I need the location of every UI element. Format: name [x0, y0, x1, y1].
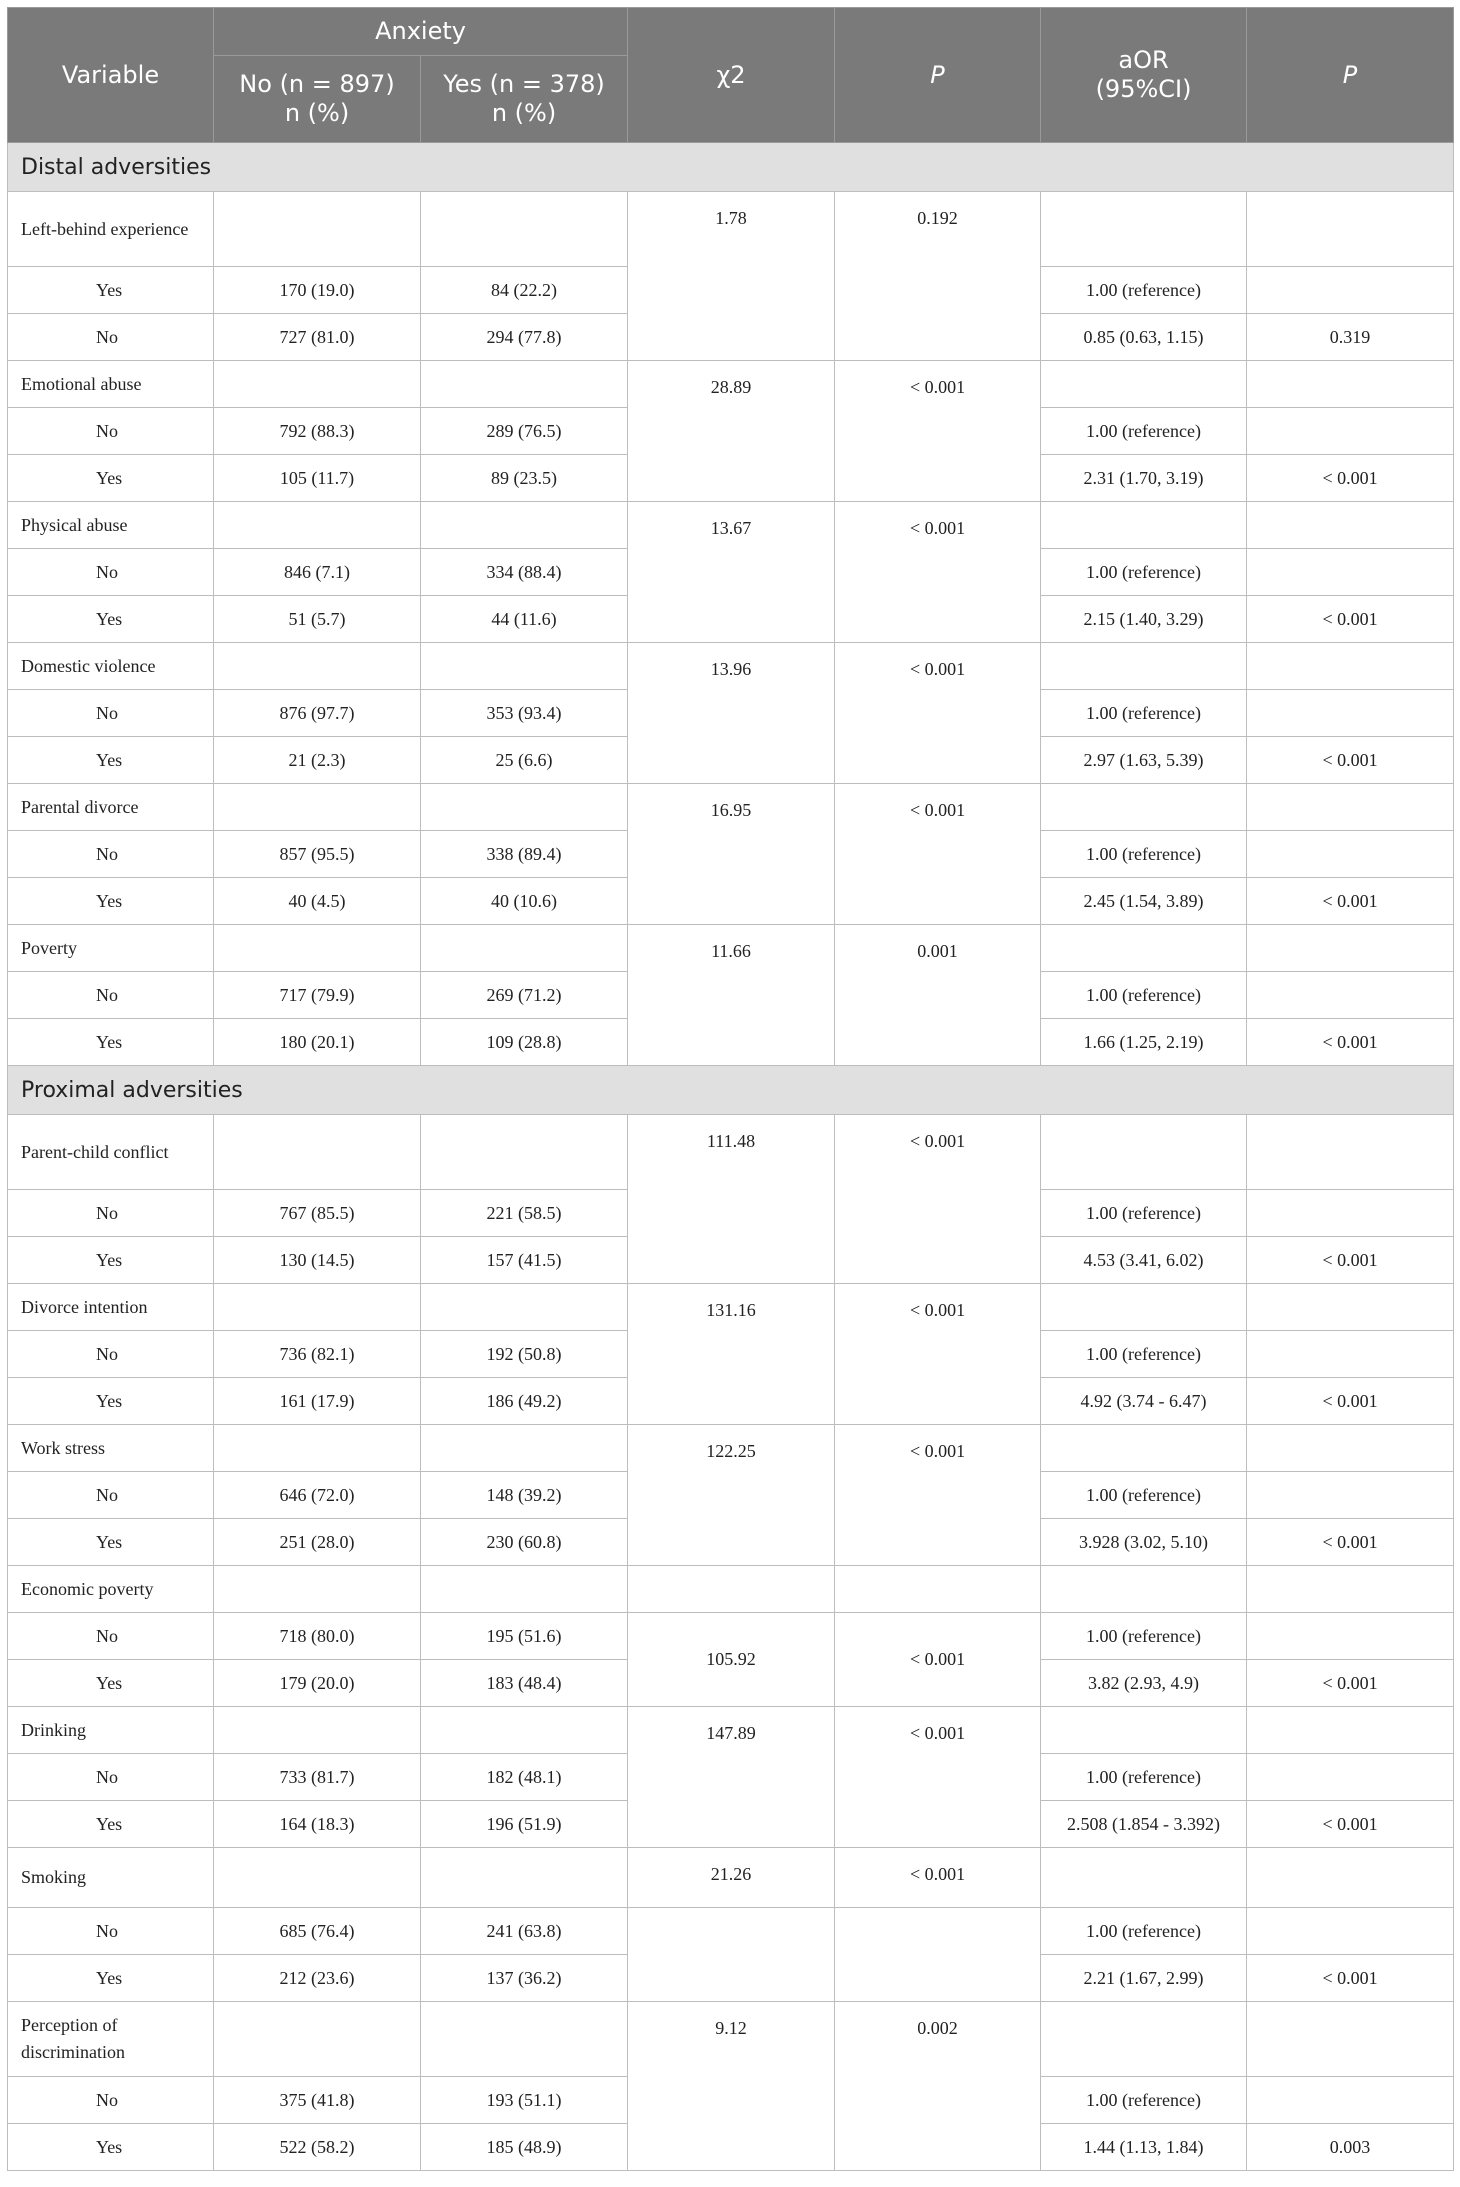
adjusted-p-value: < 0.001: [1247, 1019, 1454, 1066]
empty-cell: [421, 1848, 628, 1908]
adjusted-p-value: [1247, 2077, 1454, 2124]
adjusted-p-value: [1247, 1908, 1454, 1955]
no-group-count: 212 (23.6): [214, 1955, 421, 2002]
yes-group-count: 185 (48.9): [421, 2124, 628, 2171]
yes-group-count: 221 (58.5): [421, 1190, 628, 1237]
variable-name: Economic poverty: [8, 1566, 214, 1613]
empty-cell: [421, 1425, 628, 1472]
empty-cell: [421, 784, 628, 831]
variable-row: [8, 361, 1454, 408]
no-group-count: 718 (80.0): [214, 1613, 421, 1660]
p-value: < 0.001: [835, 361, 1041, 502]
aor-value: 1.00 (reference): [1041, 1331, 1247, 1378]
no-group-count: 792 (88.3): [214, 408, 421, 455]
variable-row: [8, 1284, 1454, 1331]
aor-value: 1.00 (reference): [1041, 1908, 1247, 1955]
yes-group-count: 241 (63.8): [421, 1908, 628, 1955]
empty-cell: [1041, 502, 1247, 549]
p-value: 0.192: [835, 192, 1041, 361]
empty-cell: [214, 1115, 421, 1190]
table-row: [8, 1613, 1454, 1660]
empty-cell: [1041, 1566, 1247, 1613]
aor-value: 1.00 (reference): [1041, 831, 1247, 878]
no-group-count: 179 (20.0): [214, 1660, 421, 1707]
aor-value: 1.44 (1.13, 1.84): [1041, 2124, 1247, 2171]
empty-cell: [835, 1566, 1041, 1613]
empty-cell: [628, 1566, 835, 1613]
variable-row: [8, 2002, 1454, 2077]
empty-cell: [1247, 1707, 1454, 1754]
aor-value: 1.00 (reference): [1041, 267, 1247, 314]
p-value: 0.001: [835, 925, 1041, 1066]
empty-cell: [214, 784, 421, 831]
no-group-count: 105 (11.7): [214, 455, 421, 502]
empty-cell: [214, 643, 421, 690]
aor-value: 2.31 (1.70, 3.19): [1041, 455, 1247, 502]
aor-value: 2.15 (1.40, 3.29): [1041, 596, 1247, 643]
no-group-count: 51 (5.7): [214, 596, 421, 643]
yes-group-count: 84 (22.2): [421, 267, 628, 314]
header-p-adjusted: P: [1247, 8, 1454, 143]
no-group-count: 733 (81.7): [214, 1754, 421, 1801]
level-label: No: [8, 1908, 214, 1955]
empty-cell: [421, 1707, 628, 1754]
adjusted-p-value: < 0.001: [1247, 737, 1454, 784]
level-label: Yes: [8, 455, 214, 502]
chi2-value: 105.92: [628, 1613, 835, 1707]
empty-cell: [214, 502, 421, 549]
variable-name: Parent-child conflict: [8, 1115, 214, 1190]
variable-name: Perception of discrimination: [8, 2002, 214, 2077]
yes-group-count: 157 (41.5): [421, 1237, 628, 1284]
aor-value: 1.00 (reference): [1041, 1754, 1247, 1801]
empty-cell: [214, 1425, 421, 1472]
empty-cell: [214, 2002, 421, 2077]
chi2-value: 131.16: [628, 1284, 835, 1425]
empty-cell: [1247, 2002, 1454, 2077]
level-label: Yes: [8, 737, 214, 784]
level-label: No: [8, 1613, 214, 1660]
no-group-count: 857 (95.5): [214, 831, 421, 878]
empty-cell: [1041, 361, 1247, 408]
chi2-value: 21.26: [628, 1848, 835, 1908]
chi2-value: 147.89: [628, 1707, 835, 1848]
header-no-group: No (n = 897) n (%): [214, 56, 421, 143]
aor-value: 2.508 (1.854 - 3.392): [1041, 1801, 1247, 1848]
empty-cell: [1247, 1284, 1454, 1331]
level-label: No: [8, 2077, 214, 2124]
empty-cell: [421, 2002, 628, 2077]
level-label: No: [8, 408, 214, 455]
aor-value: 1.00 (reference): [1041, 408, 1247, 455]
p-value: < 0.001: [835, 1848, 1041, 1908]
yes-group-count: 109 (28.8): [421, 1019, 628, 1066]
empty-cell: [421, 502, 628, 549]
variable-row: [8, 1566, 1454, 1613]
variable-name: Emotional abuse: [8, 361, 214, 408]
chi2-value: 28.89: [628, 361, 835, 502]
yes-group-count: 148 (39.2): [421, 1472, 628, 1519]
header-chi2: χ2: [628, 8, 835, 143]
no-group-count: 251 (28.0): [214, 1519, 421, 1566]
chi2-value: 16.95: [628, 784, 835, 925]
p-value: < 0.001: [835, 502, 1041, 643]
level-label: No: [8, 1754, 214, 1801]
aor-value: 2.45 (1.54, 3.89): [1041, 878, 1247, 925]
variable-name: Drinking: [8, 1707, 214, 1754]
aor-value: 0.85 (0.63, 1.15): [1041, 314, 1247, 361]
chi2-value: 9.12: [628, 2002, 835, 2171]
variable-name: Physical abuse: [8, 502, 214, 549]
section-row: [8, 1066, 1454, 1115]
aor-value: 1.66 (1.25, 2.19): [1041, 1019, 1247, 1066]
level-label: Yes: [8, 1801, 214, 1848]
no-group-count: 170 (19.0): [214, 267, 421, 314]
adjusted-p-value: < 0.001: [1247, 1519, 1454, 1566]
empty-cell: [1247, 1848, 1454, 1908]
adjusted-p-value: 0.003: [1247, 2124, 1454, 2171]
empty-cell: [1247, 502, 1454, 549]
header-aor: aOR (95%CI): [1041, 8, 1247, 143]
empty-cell: [214, 1848, 421, 1908]
section-title: Distal adversities: [8, 143, 1454, 192]
p-value: < 0.001: [835, 1707, 1041, 1848]
variable-row: [8, 502, 1454, 549]
empty-cell: [1041, 925, 1247, 972]
level-label: Yes: [8, 1019, 214, 1066]
adjusted-p-value: [1247, 1754, 1454, 1801]
no-group-count: 522 (58.2): [214, 2124, 421, 2171]
chi2-value: 111.48: [628, 1115, 835, 1284]
aor-value: 3.928 (3.02, 5.10): [1041, 1519, 1247, 1566]
yes-group-count: 230 (60.8): [421, 1519, 628, 1566]
aor-value: 2.21 (1.67, 2.99): [1041, 1955, 1247, 2002]
empty-cell: [1041, 643, 1247, 690]
results-table: [7, 7, 1454, 2171]
level-label: Yes: [8, 1378, 214, 1425]
adjusted-p-value: < 0.001: [1247, 878, 1454, 925]
table-row: [8, 1908, 1454, 1955]
no-group-count: 685 (76.4): [214, 1908, 421, 1955]
empty-cell: [1247, 361, 1454, 408]
level-label: Yes: [8, 1237, 214, 1284]
adjusted-p-value: [1247, 1613, 1454, 1660]
yes-group-count: 186 (49.2): [421, 1378, 628, 1425]
empty-cell: [214, 925, 421, 972]
yes-group-count: 353 (93.4): [421, 690, 628, 737]
variable-name: Smoking: [8, 1848, 214, 1908]
empty-cell: [421, 643, 628, 690]
chi2-value: 122.25: [628, 1425, 835, 1566]
p-value: < 0.001: [835, 1613, 1041, 1707]
empty-cell: [1247, 1115, 1454, 1190]
level-label: No: [8, 1190, 214, 1237]
aor-value: 1.00 (reference): [1041, 1472, 1247, 1519]
variable-row: [8, 192, 1454, 267]
yes-group-count: 137 (36.2): [421, 1955, 628, 2002]
yes-group-count: 196 (51.9): [421, 1801, 628, 1848]
empty-cell: [628, 1908, 835, 2002]
adjusted-p-value: < 0.001: [1247, 1801, 1454, 1848]
variable-row: [8, 1848, 1454, 1908]
empty-cell: [214, 1284, 421, 1331]
p-value: < 0.001: [835, 1425, 1041, 1566]
no-group-count: 727 (81.0): [214, 314, 421, 361]
empty-cell: [421, 192, 628, 267]
yes-group-count: 89 (23.5): [421, 455, 628, 502]
empty-cell: [214, 1566, 421, 1613]
yes-group-count: 193 (51.1): [421, 2077, 628, 2124]
variable-row: [8, 1425, 1454, 1472]
level-label: No: [8, 549, 214, 596]
level-label: Yes: [8, 1660, 214, 1707]
header-variable: Variable: [8, 8, 214, 143]
empty-cell: [421, 1115, 628, 1190]
no-group-count: 846 (7.1): [214, 549, 421, 596]
adjusted-p-value: [1247, 408, 1454, 455]
level-label: No: [8, 972, 214, 1019]
variable-row: [8, 1115, 1454, 1190]
variable-name: Poverty: [8, 925, 214, 972]
empty-cell: [1247, 925, 1454, 972]
no-group-count: 164 (18.3): [214, 1801, 421, 1848]
empty-cell: [1041, 1115, 1247, 1190]
adjusted-p-value: [1247, 549, 1454, 596]
aor-value: 2.97 (1.63, 5.39): [1041, 737, 1247, 784]
empty-cell: [214, 192, 421, 267]
adjusted-p-value: < 0.001: [1247, 1660, 1454, 1707]
no-group-count: 767 (85.5): [214, 1190, 421, 1237]
variable-row: [8, 643, 1454, 690]
header-p: P: [835, 8, 1041, 143]
variable-name: Domestic violence: [8, 643, 214, 690]
empty-cell: [214, 1707, 421, 1754]
no-group-count: 40 (4.5): [214, 878, 421, 925]
empty-cell: [1041, 1848, 1247, 1908]
empty-cell: [1247, 1425, 1454, 1472]
level-label: Yes: [8, 267, 214, 314]
variable-row: [8, 925, 1454, 972]
empty-cell: [421, 1566, 628, 1613]
aor-value: 1.00 (reference): [1041, 1190, 1247, 1237]
adjusted-p-value: [1247, 972, 1454, 1019]
adjusted-p-value: < 0.001: [1247, 1955, 1454, 2002]
adjusted-p-value: [1247, 1331, 1454, 1378]
empty-cell: [1041, 784, 1247, 831]
adjusted-p-value: < 0.001: [1247, 1378, 1454, 1425]
yes-group-count: 44 (11.6): [421, 596, 628, 643]
adjusted-p-value: < 0.001: [1247, 1237, 1454, 1284]
no-group-count: 375 (41.8): [214, 2077, 421, 2124]
level-label: Yes: [8, 878, 214, 925]
table-body: [8, 143, 1454, 2171]
aor-value: 4.53 (3.41, 6.02): [1041, 1237, 1247, 1284]
p-value: < 0.001: [835, 1284, 1041, 1425]
aor-value: 1.00 (reference): [1041, 690, 1247, 737]
no-group-count: 161 (17.9): [214, 1378, 421, 1425]
aor-value: 4.92 (3.74 - 6.47): [1041, 1378, 1247, 1425]
variable-row: [8, 1707, 1454, 1754]
yes-group-count: 183 (48.4): [421, 1660, 628, 1707]
p-value: < 0.001: [835, 1115, 1041, 1284]
variable-name: Divorce intention: [8, 1284, 214, 1331]
no-group-count: 876 (97.7): [214, 690, 421, 737]
level-label: No: [8, 1472, 214, 1519]
no-group-count: 717 (79.9): [214, 972, 421, 1019]
empty-cell: [1247, 192, 1454, 267]
variable-name: Work stress: [8, 1425, 214, 1472]
empty-cell: [1247, 1566, 1454, 1613]
no-group-count: 736 (82.1): [214, 1331, 421, 1378]
aor-value: 1.00 (reference): [1041, 972, 1247, 1019]
empty-cell: [214, 361, 421, 408]
empty-cell: [421, 361, 628, 408]
empty-cell: [1041, 2002, 1247, 2077]
yes-group-count: 294 (77.8): [421, 314, 628, 361]
yes-group-count: 338 (89.4): [421, 831, 628, 878]
yes-group-count: 195 (51.6): [421, 1613, 628, 1660]
level-label: Yes: [8, 596, 214, 643]
section-row: [8, 143, 1454, 192]
yes-group-count: 192 (50.8): [421, 1331, 628, 1378]
level-label: Yes: [8, 1519, 214, 1566]
no-group-count: 646 (72.0): [214, 1472, 421, 1519]
level-label: No: [8, 314, 214, 361]
empty-cell: [421, 925, 628, 972]
yes-group-count: 25 (6.6): [421, 737, 628, 784]
variable-row: [8, 784, 1454, 831]
empty-cell: [1041, 1425, 1247, 1472]
no-group-count: 21 (2.3): [214, 737, 421, 784]
empty-cell: [1247, 643, 1454, 690]
p-value: < 0.001: [835, 643, 1041, 784]
adjusted-p-value: [1247, 690, 1454, 737]
yes-group-count: 334 (88.4): [421, 549, 628, 596]
adjusted-p-value: [1247, 1190, 1454, 1237]
empty-cell: [1041, 1707, 1247, 1754]
yes-group-count: 289 (76.5): [421, 408, 628, 455]
p-value: 0.002: [835, 2002, 1041, 2171]
empty-cell: [1247, 784, 1454, 831]
level-label: No: [8, 690, 214, 737]
level-label: No: [8, 1331, 214, 1378]
yes-group-count: 269 (71.2): [421, 972, 628, 1019]
aor-value: 3.82 (2.93, 4.9): [1041, 1660, 1247, 1707]
adjusted-p-value: [1247, 1472, 1454, 1519]
section-title: Proximal adversities: [8, 1066, 1454, 1115]
level-label: Yes: [8, 2124, 214, 2171]
header-yes-group: Yes (n = 378) n (%): [421, 56, 628, 143]
empty-cell: [421, 1284, 628, 1331]
p-value: < 0.001: [835, 784, 1041, 925]
yes-group-count: 40 (10.6): [421, 878, 628, 925]
no-group-count: 130 (14.5): [214, 1237, 421, 1284]
aor-value: 1.00 (reference): [1041, 549, 1247, 596]
chi2-value: 1.78: [628, 192, 835, 361]
variable-name: Parental divorce: [8, 784, 214, 831]
chi2-value: 13.96: [628, 643, 835, 784]
adjusted-p-value: < 0.001: [1247, 596, 1454, 643]
adjusted-p-value: < 0.001: [1247, 455, 1454, 502]
chi2-value: 13.67: [628, 502, 835, 643]
variable-name: Left-behind experience: [8, 192, 214, 267]
adjusted-p-value: [1247, 831, 1454, 878]
empty-cell: [835, 1908, 1041, 2002]
chi2-value: 11.66: [628, 925, 835, 1066]
adjusted-p-value: [1247, 267, 1454, 314]
level-label: No: [8, 831, 214, 878]
level-label: Yes: [8, 1955, 214, 2002]
aor-value: 1.00 (reference): [1041, 1613, 1247, 1660]
adjusted-p-value: 0.319: [1247, 314, 1454, 361]
empty-cell: [1041, 1284, 1247, 1331]
header-anxiety: Anxiety: [214, 8, 628, 56]
yes-group-count: 182 (48.1): [421, 1754, 628, 1801]
no-group-count: 180 (20.1): [214, 1019, 421, 1066]
aor-value: 1.00 (reference): [1041, 2077, 1247, 2124]
empty-cell: [1041, 192, 1247, 267]
